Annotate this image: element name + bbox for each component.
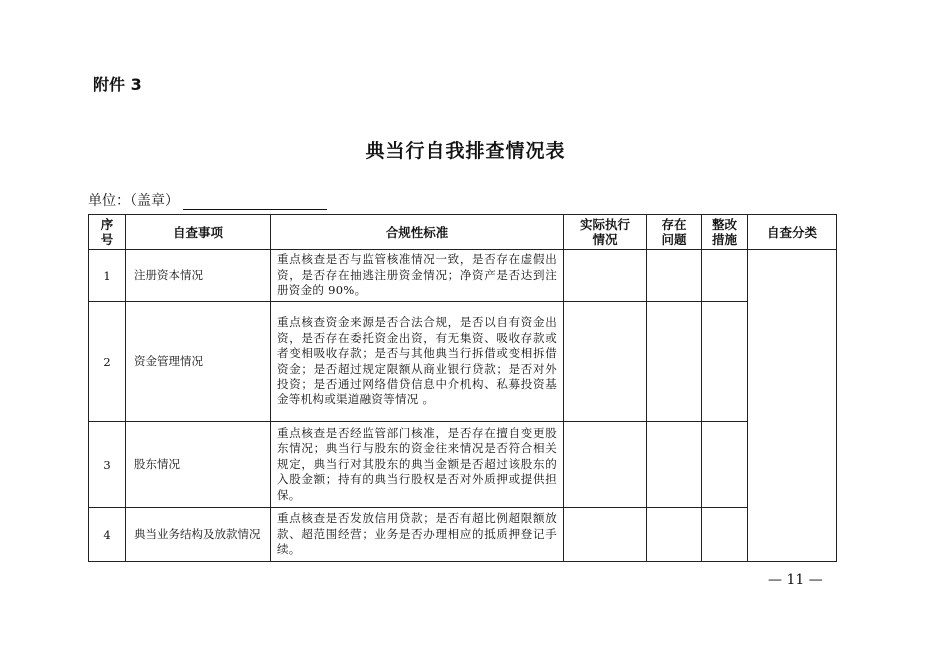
row-issues-cell[interactable] bbox=[647, 302, 702, 422]
row-measures-cell[interactable] bbox=[702, 508, 748, 562]
header-issues: 存在问题 bbox=[647, 215, 702, 250]
table-row bbox=[89, 302, 837, 422]
row-item: 典当业务结构及放款情况 bbox=[126, 508, 271, 562]
header-standard: 合规性标准 bbox=[271, 215, 564, 250]
row-actual-cell[interactable] bbox=[564, 422, 647, 508]
row-measures-cell[interactable] bbox=[702, 422, 748, 508]
row-seq: 2 bbox=[89, 302, 126, 422]
header-actual: 实际执行情况 bbox=[564, 215, 647, 250]
header-category: 自查分类 bbox=[748, 215, 837, 250]
table-row bbox=[89, 250, 837, 302]
row-item: 注册资本情况 bbox=[126, 250, 271, 302]
category-cell[interactable] bbox=[748, 250, 837, 562]
row-item: 股东情况 bbox=[126, 422, 271, 508]
row-measures-cell[interactable] bbox=[702, 250, 748, 302]
row-seq: 1 bbox=[89, 250, 126, 302]
unit-blank bbox=[183, 195, 327, 210]
row-actual-cell[interactable] bbox=[564, 250, 647, 302]
header-item: 自查事项 bbox=[126, 215, 271, 250]
table-header-row bbox=[89, 215, 837, 250]
unit-line bbox=[88, 190, 327, 210]
row-measures-cell[interactable] bbox=[702, 302, 748, 422]
row-standard: 重点核查资金来源是否合法合规，是否以自有资金出资，是否存在委托资金出资，有无集资、吸收存款或者变相吸收存款；是否与其他典当行拆借或变相拆借资金；是否超过规定限额从商业银行贷款；是否对外投资；是否通过网络借贷信息中介机构、私募投资基金等机构或渠道融资等情况 。 bbox=[271, 302, 564, 422]
row-issues-cell[interactable] bbox=[647, 508, 702, 562]
row-standard: 重点核查是否发放信用贷款；是否有超比例超限额放款、超范围经营；业务是否办理相应的抵质押登记手续。 bbox=[271, 508, 564, 562]
row-issues-cell[interactable] bbox=[647, 422, 702, 508]
row-actual-cell[interactable] bbox=[564, 508, 647, 562]
page-number: — 11 — bbox=[768, 572, 823, 588]
row-standard: 重点核查是否经监管部门核准，是否存在擅自变更股东情况；典当行与股东的资金往来情况是否符合相关规定，典当行对其股东的典当金额是否超过该股东的入股金额；持有的典当行股权是否对外质押或提供担保。 bbox=[271, 422, 564, 508]
document-title: 典当行自我排查情况表 bbox=[365, 140, 566, 162]
row-item: 资金管理情况 bbox=[126, 302, 271, 422]
unit-label: 单位：（盖章） bbox=[88, 193, 179, 209]
table-row bbox=[89, 422, 837, 508]
header-seq: 序号 bbox=[89, 215, 126, 250]
attachment-label: 附件 3 bbox=[93, 75, 142, 94]
row-seq: 4 bbox=[89, 508, 126, 562]
self-check-table bbox=[88, 214, 837, 562]
row-issues-cell[interactable] bbox=[647, 250, 702, 302]
table-row bbox=[89, 508, 837, 562]
header-measures: 整改措施 bbox=[702, 215, 748, 250]
row-standard: 重点核查是否与监管核准情况一致，是否存在虚假出资，是否存在抽逃注册资金情况；净资产是否达到注册资金的 90%。 bbox=[271, 250, 564, 302]
row-seq: 3 bbox=[89, 422, 126, 508]
row-actual-cell[interactable] bbox=[564, 302, 647, 422]
